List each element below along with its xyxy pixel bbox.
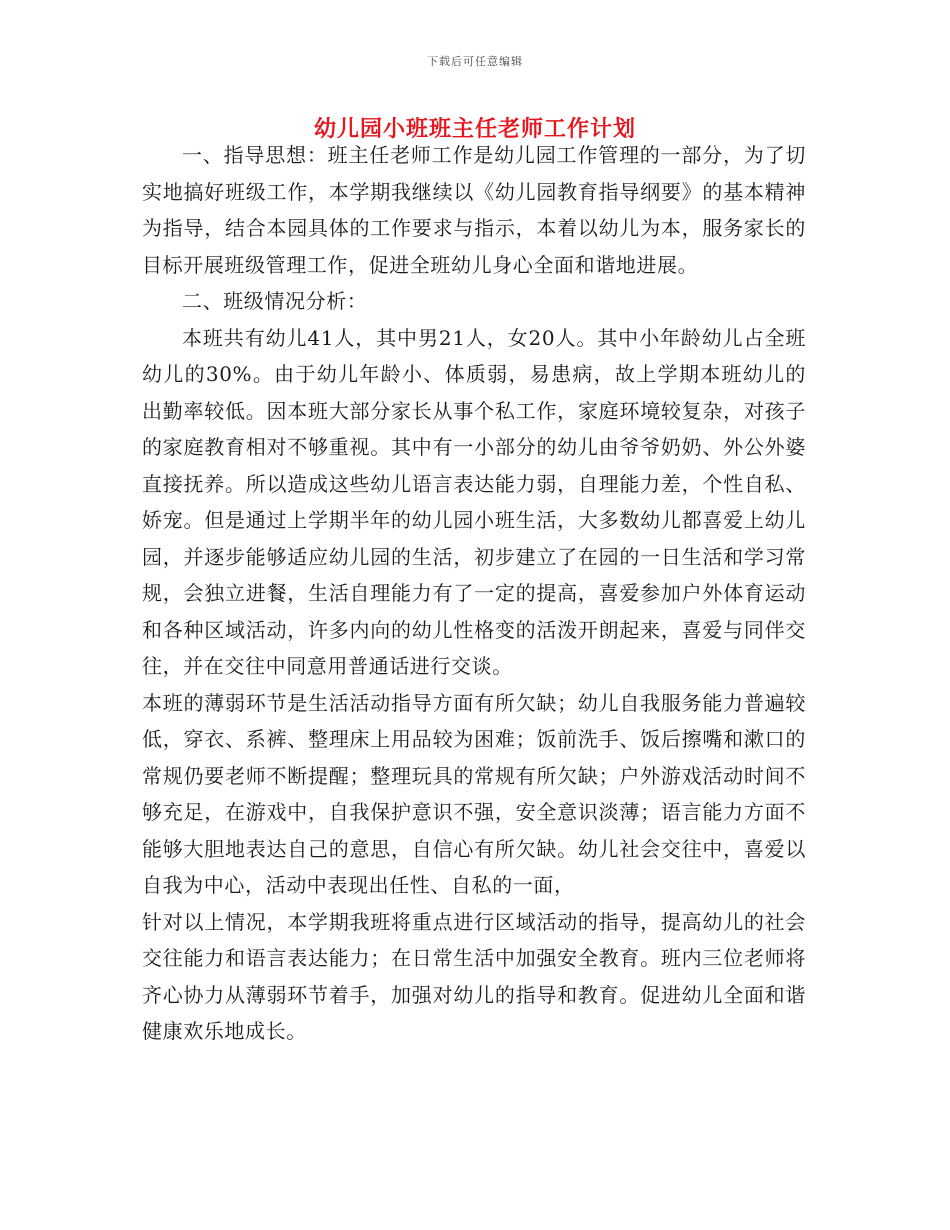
paragraph-guiding-ideology: 一、指导思想：班主任老师工作是幼儿园工作管理的一部分，为了切实地搞好班级工作，本学期我继续以《幼儿园教育指导纲要》的基本精神为指导，结合本园具体的工作要求与指示，本着以幼儿为本，服务家长的目标开展班级管理工作，促进全班幼儿身心全面和谐地进展。 [142,143,806,277]
paragraph-weaknesses: 本班的薄弱环节是生活活动指导方面有所欠缺；幼儿自我服务能力普遍较低，穿衣、系裤、整理床上用品较为困难；饭前洗手、饭后擦嘴和漱口的常规仍要老师不断提醒；整理玩具的常规有所欠缺；户外游戏活动时间不够充足，在游戏中，自我保护意识不强，安全意识淡薄；语言能力方面不能够大胆地表达自己的意思，自信心有所欠缺。幼儿社会交往中，喜爱以自我为中心，活动中表现出任性、自私的一面， [142,690,806,897]
document-body [142,137,806,1050]
paragraph-section-heading-class-analysis: 二、班级情况分析： [182,289,368,313]
header-note: 下载后可任意编辑 [427,55,523,68]
paragraph-class-situation: 本班共有幼儿41人，其中男21人，女20人。其中小年龄幼儿占全班幼儿的30%。由于幼儿年龄小、体质弱，易患病，故上学期本班幼儿的出勤率较低。因本班大部分家长从事个私工作，家庭环境较复杂，对孩子的家庭教育相对不够重视。其中有一小部分的幼儿由爷爷奶奶、外公外婆直接抚养。所以造成这些幼儿语言表达能力弱，自理能力差，个性自私、娇宠。但是通过上学期半年的幼儿园小班生活，大多数幼儿都喜爱上幼儿园，并逐步能够适应幼儿园的生活，初步建立了在园的一日生活和学习常规，会独立进餐，生活自理能力有了一定的提高，喜爱参加户外体育运动和各种区域活动，许多内向的幼儿性格变的活泼开朗起来，喜爱与同伴交往，并在交往中同意用普通话进行交谈。 [142,325,806,678]
document-title: 幼儿园小班班主任老师工作计划 [313,116,636,142]
paragraph-plan-focus: 针对以上情况，本学期我班将重点进行区域活动的指导，提高幼儿的社会交往能力和语言表达能力；在日常生活中加强安全教育。班内三位老师将齐心协力从薄弱环节着手，加强对幼儿的指导和教育。促进幼儿全面和谐健康欢乐地成长。 [142,909,806,1043]
